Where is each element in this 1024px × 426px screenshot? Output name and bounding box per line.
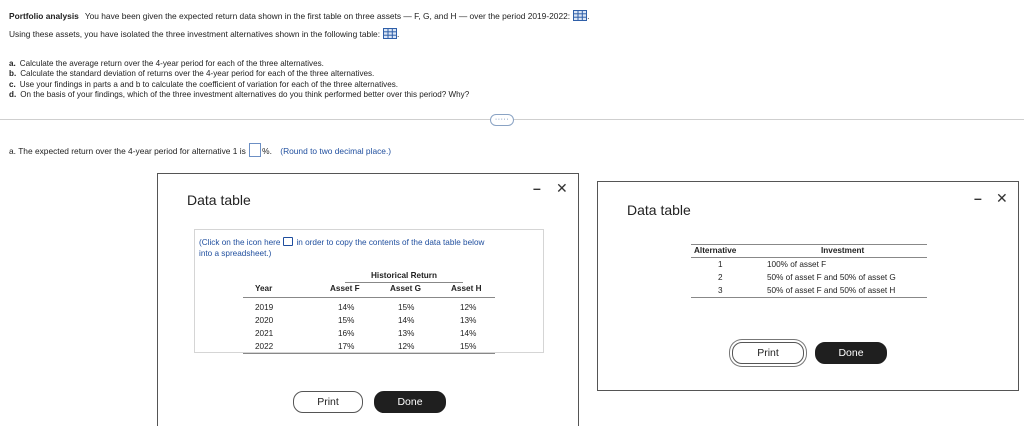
close-icon[interactable]: ✕ bbox=[556, 180, 568, 196]
print-button[interactable]: Print bbox=[293, 391, 363, 413]
parts-list bbox=[9, 59, 469, 100]
list-item: d. On the basis of your findings, which of the three investment alternatives do you think performed better over this period? Why? bbox=[9, 89, 470, 99]
table-row: 2019 14% 15% 12% bbox=[255, 303, 477, 312]
expand-button[interactable]: ····· bbox=[490, 114, 514, 126]
copy-note: (Click on the icon here in order to copy the contents of the data table below into a spreadsheet.) bbox=[199, 238, 485, 258]
problem-intro-text: You have been given the expected return data shown in the first table on three assets — F, G, and H — over the period 2019-2022: bbox=[84, 11, 571, 21]
table-row: 1 100% of asset F bbox=[718, 260, 827, 269]
problem-intro-2: Using these assets, you have isolated the three investment alternatives shown in the following table: . bbox=[9, 29, 400, 39]
dialog-title: Data table bbox=[627, 202, 691, 218]
question-label: a. bbox=[9, 146, 16, 156]
table-row: 2 50% of asset F and 50% of asset G bbox=[718, 273, 896, 282]
table-header-row: Year Asset F Asset G Asset H bbox=[243, 284, 495, 298]
answer-unit: %. bbox=[262, 146, 272, 156]
table-header-row: Alternative Investment bbox=[691, 244, 927, 258]
list-item: b. Calculate the standard deviation of returns over the 4-year period for each of the three alternatives. bbox=[9, 69, 375, 79]
done-button[interactable]: Done bbox=[815, 342, 887, 364]
list-item: a. Calculate the average return over the 4-year period for each of the three alternatives. bbox=[9, 59, 324, 68]
data-table-dialog-1 bbox=[157, 173, 579, 426]
minimize-icon[interactable]: – bbox=[974, 190, 982, 206]
rounding-hint: (Round to two decimal place.) bbox=[280, 146, 392, 156]
data-table-dialog-2 bbox=[597, 181, 1019, 391]
table-row: 2021 16% 13% 14% bbox=[255, 329, 477, 338]
table-row: 2020 15% 14% 13% bbox=[255, 316, 477, 325]
problem-intro-2-text: Using these assets, you have isolated the three investment alternatives shown in the following table: bbox=[9, 29, 381, 39]
question-text: The expected return over the 4-year period for alternative 1 is bbox=[18, 146, 246, 156]
problem-intro: Portfolio analysis You have been given the expected return data shown in the first table on three assets — F, G, and H — over the period 2019-2022: . bbox=[9, 11, 590, 21]
table-body bbox=[243, 301, 495, 354]
table-row: 3 50% of asset F and 50% of asset H bbox=[691, 284, 927, 298]
dialog-title: Data table bbox=[187, 192, 251, 208]
table-icon[interactable] bbox=[383, 28, 397, 39]
question-a bbox=[9, 143, 391, 157]
data-table-panel bbox=[194, 229, 544, 353]
answer-input[interactable] bbox=[249, 143, 261, 157]
close-icon[interactable]: ✕ bbox=[996, 190, 1008, 206]
alternatives-table bbox=[691, 244, 927, 298]
table-row: 2022 17% 12% 15% bbox=[243, 340, 495, 354]
minimize-icon[interactable]: – bbox=[533, 180, 541, 196]
done-button[interactable]: Done bbox=[374, 391, 446, 413]
group-header: Historical Return bbox=[345, 271, 463, 283]
copy-icon[interactable] bbox=[283, 237, 293, 246]
problem-title: Portfolio analysis bbox=[9, 11, 79, 21]
list-item: c. Use your findings in parts a and b to calculate the coefficient of variation for each of the three alternatives. bbox=[9, 79, 398, 89]
print-button[interactable]: Print bbox=[732, 342, 804, 364]
table-icon[interactable] bbox=[573, 10, 587, 21]
